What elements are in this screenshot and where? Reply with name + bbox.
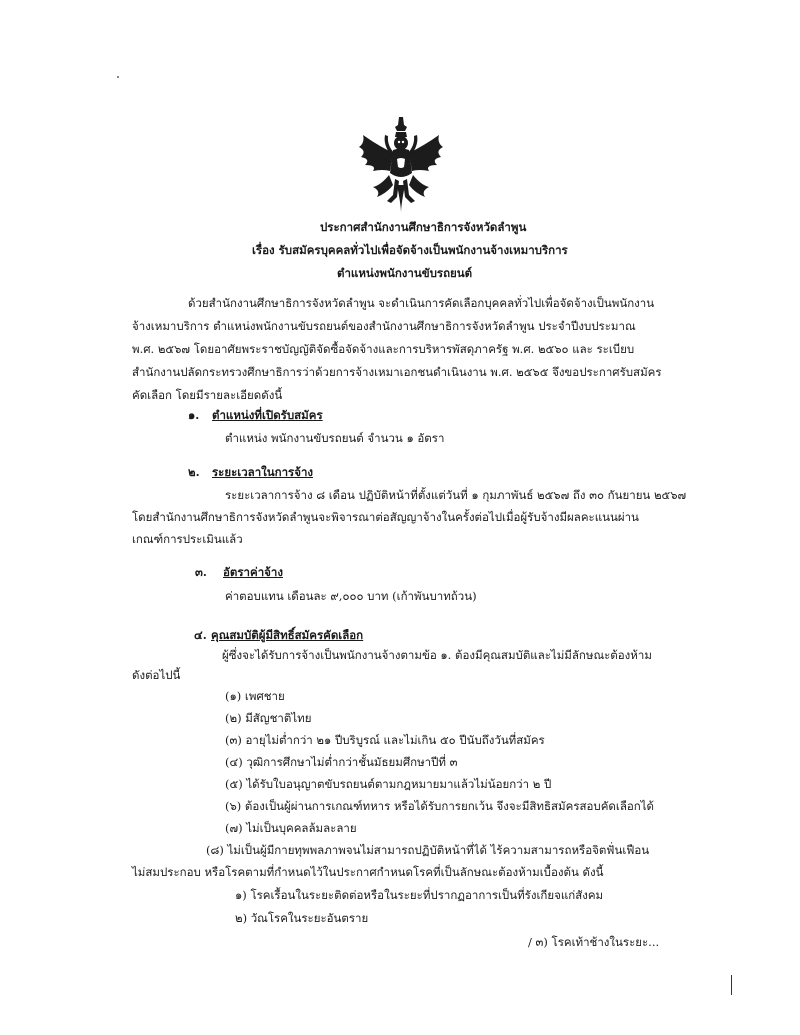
section-4-heading: คุณสมบัติผู้มีสิทธิ์สมัครคัดเลือก <box>211 628 364 642</box>
intro-line: ด้วยสำนักงานศึกษาธิการจังหวัดลำพูน จะดำเนินการคัดเลือกบุคคลทั่วไปเพื่อจัดจ้างเป็นพนักงาน <box>188 296 655 310</box>
scan-edge-mark <box>731 975 732 995</box>
section-2-number: ๒. <box>188 465 200 479</box>
section-3-body: ค่าตอบแทน เดือนละ ๙,๐๐๐ บาท (เก้าพันบาทถ้วน) <box>225 589 477 603</box>
section-4-intro-line: ดังต่อไปนี้ <box>132 668 181 682</box>
garuda-emblem-icon <box>355 115 447 215</box>
section-1-body: ตำแหน่ง พนักงานขับรถยนต์ จำนวน ๑ อัตรา <box>225 431 445 445</box>
qualification-item: (๗) ไม่เป็นบุคคลล้มละลาย <box>225 821 357 835</box>
qualification-item: (๑) เพศชาย <box>225 689 285 703</box>
qualification-item: (๔) วุฒิการศึกษาไม่ต่ำกว่าชั้นมัธยมศึกษาปีที่ ๓ <box>225 755 458 769</box>
position-title: ตำแหน่งพนักงานขับรถยนต์ <box>337 266 473 280</box>
qualification-item-8-line: (๘) ไม่เป็นผู้มีกายทุพพลภาพจนไม่สามารถปฏิบัติหน้าที่ได้ ไร้ความสามารถหรือจิตฟั่นเฟือน <box>206 843 650 857</box>
qualification-item: (๒) มีสัญชาติไทย <box>225 711 312 725</box>
section-4-intro-line: ผู้ซึ่งจะได้รับการจ้างเป็นพนักงานจ้างตามข้อ ๑. ต้องมีคุณสมบัติและไม่มีลักษณะต้องห้าม <box>222 648 652 662</box>
intro-line: คัดเลือก โดยมีรายละเอียดดังนี้ <box>132 388 283 402</box>
scan-speck <box>117 76 119 78</box>
disease-sub-item: ๒) วัณโรคในระยะอันตราย <box>235 911 369 925</box>
section-2-line: เกณฑ์การประเมินแล้ว <box>132 532 243 546</box>
qualification-item: (๕) ได้รับใบอนุญาตขับรถยนต์ตามกฎหมายมาแล้วไม่น้อยกว่า ๒ ปี <box>225 777 552 791</box>
section-1-number: ๑. <box>188 408 200 422</box>
disease-sub-item: ๑) โรคเรื้อนในระยะติดต่อหรือในระยะที่ปรากฏอาการเป็นที่รังเกียจแก่สังคม <box>235 888 604 902</box>
qualification-item-8-line: ไม่สมประกอบ หรือโรคตามที่กำหนดไว้ในประกาศกำหนดโรคที่เป็นลักษณะต้องห้ามเบื้องต้น ดังนี้ <box>132 865 604 879</box>
section-2-line: โดยสำนักงานศึกษาธิการจังหวัดลำพูนจะพิจารณาต่อสัญญาจ้างในครั้งต่อไปเมื่อผู้รับจ้างมีผลคะแนนผ่าน <box>132 510 639 524</box>
section-1-heading: ตำแหน่งที่เปิดรับสมัคร <box>212 408 323 422</box>
intro-line: จ้างเหมาบริการ ตำแหน่งพนักงานขับรถยนต์ของสำนักงานศึกษาธิการจังหวัดลำพูน ประจำปีงบประมาณ <box>132 319 636 333</box>
section-3-heading: อัตราค่าจ้าง <box>223 565 283 579</box>
section-4-number: ๔. <box>194 628 207 642</box>
announcement-subject: เรื่อง รับสมัครบุคคลทั่วไปเพื่อจัดจ้างเป็นพนักงานจ้างเหมาบริการ <box>252 243 568 257</box>
section-2-heading: ระยะเวลาในการจ้าง <box>212 465 314 479</box>
qualification-item: (๓) อายุไม่ต่ำกว่า ๒๑ ปีบริบูรณ์ และไม่เกิน ๕๐ ปีนับถึงวันที่สมัคร <box>225 733 545 747</box>
announcement-title: ประกาศสำนักงานศึกษาธิการจังหวัดลำพูน <box>320 220 527 234</box>
page-continuation: / ๓) โรคเท้าช้างในระยะ... <box>528 935 660 949</box>
section-2-line: ระยะเวลาการจ้าง ๘ เดือน ปฏิบัติหน้าที่ตั้งแต่วันที่ ๑ กุมภาพันธ์ ๒๕๖๗ ถึง ๓๐ กันยายน ๒๕๖๗ <box>225 488 687 502</box>
section-3-number: ๓. <box>195 565 207 579</box>
intro-line: สำนักงานปลัดกระทรวงศึกษาธิการว่าด้วยการจ้างเหมาเอกชนดำเนินงาน พ.ศ. ๒๕๖๕ จึงขอประกาศรับสมัคร <box>132 365 662 379</box>
intro-line: พ.ศ. ๒๕๖๗ โดยอาศัยพระราชบัญญัติจัดซื้อจัดจ้างและการบริหารพัสดุภาครัฐ พ.ศ. ๒๕๖๐ และ ระเบียบ <box>132 342 635 356</box>
qualification-item: (๖) ต้องเป็นผู้ผ่านการเกณฑ์ทหาร หรือได้รับการยกเว้น จึงจะมีสิทธิสมัครสอบคัดเลือกได้ <box>225 799 654 813</box>
